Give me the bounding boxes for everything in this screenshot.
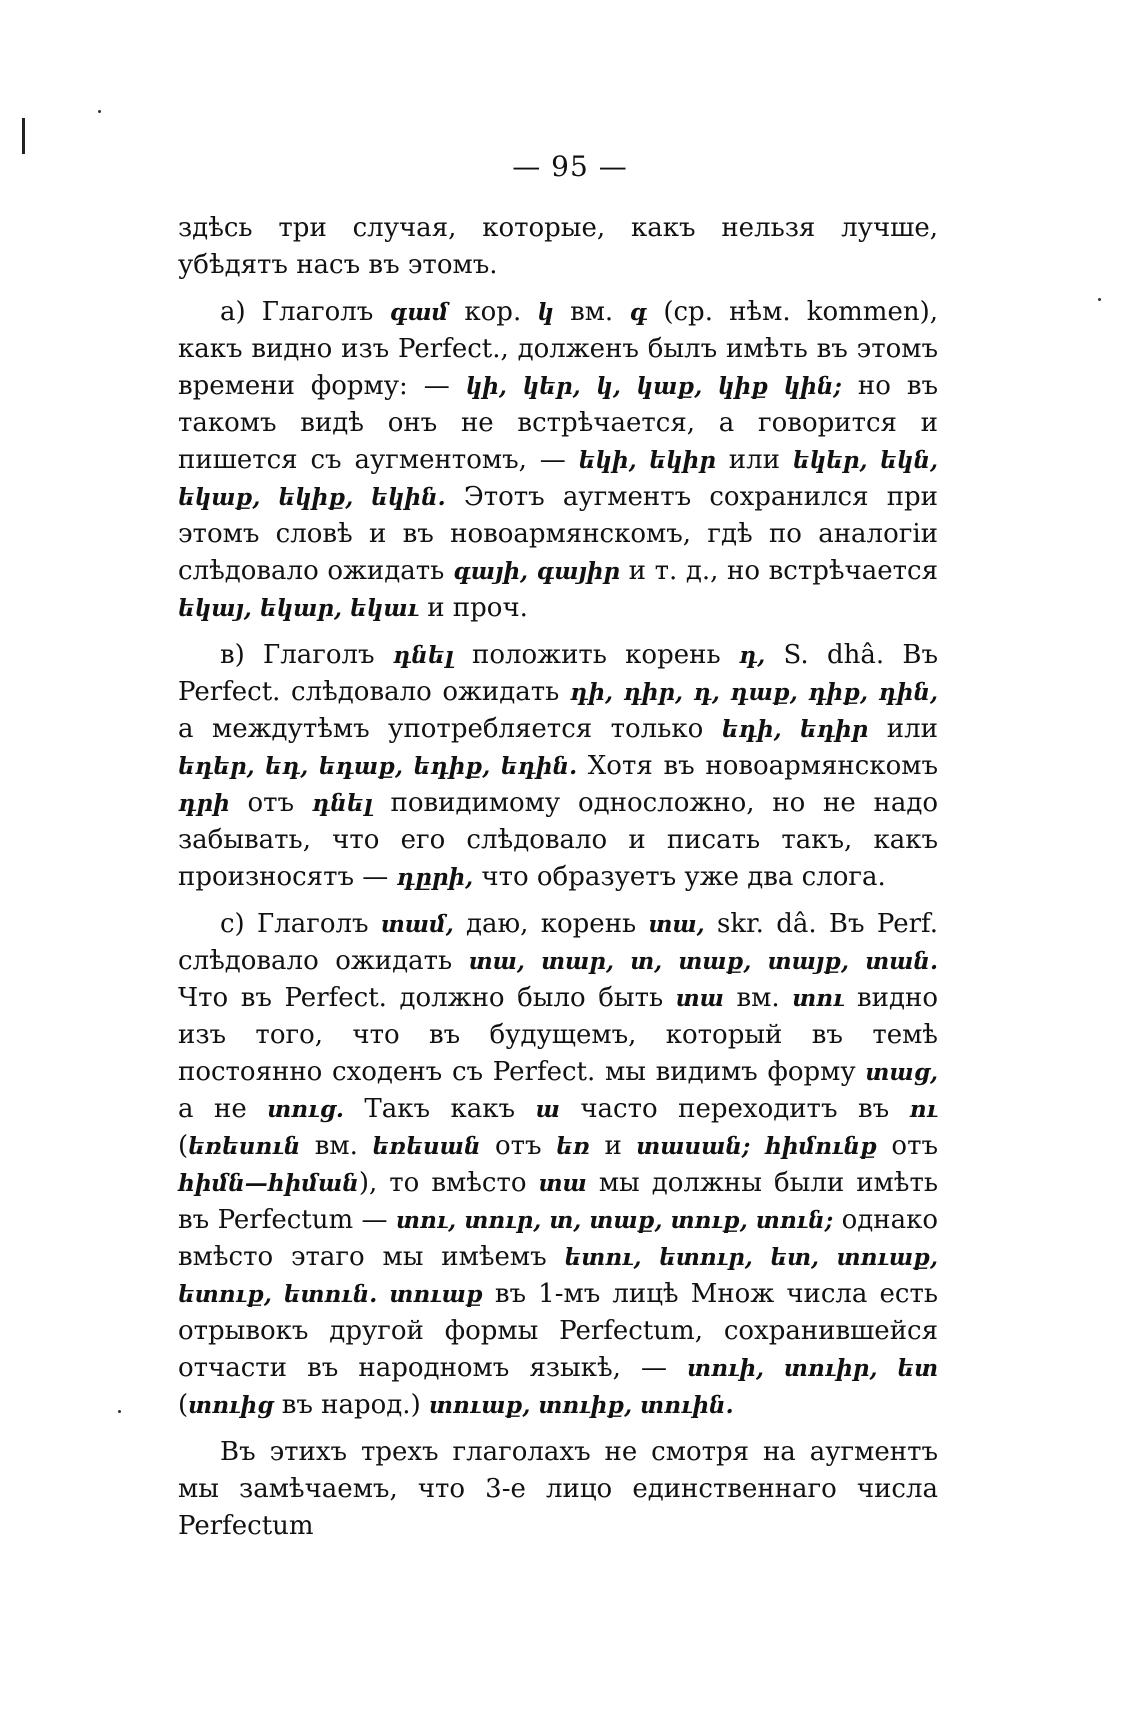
armenian-word: տուի, տուիր, ետ [687, 1355, 938, 1382]
text-run: отъ [229, 788, 312, 818]
text-run: въ народ.) [273, 1390, 429, 1420]
text-run: Такъ какъ [343, 1094, 536, 1124]
armenian-word: տաց, [865, 1059, 938, 1086]
armenian-word: դ, [738, 642, 766, 669]
text-run: а) Глаголъ [220, 297, 390, 327]
text-run: что образуетъ уже два слога. [473, 862, 886, 892]
armenian-word: տու [792, 985, 845, 1012]
page-number: — 95 — [512, 150, 628, 183]
armenian-word: տա, տար, տ, տաք, տայք, տան. [468, 948, 938, 975]
text-run: положить корень [453, 640, 739, 670]
armenian-word: հիմն—հիման [178, 1170, 359, 1197]
armenian-word: տա [538, 1170, 587, 1197]
armenian-word: ետու, ետուր, ետ, տուաք, ետուք, ետուն. [178, 1244, 938, 1308]
text-run: мы должны были имѣть въ Perfectum — [178, 1168, 938, 1235]
armenian-word: ա [535, 1096, 560, 1123]
text-run: Этотъ аугментъ сохранился при этомъ словѣ и въ новоармянскомъ, гдѣ по аналогіи слѣдовало ожидать [178, 482, 939, 586]
armenian-word: գայի, գայիր [452, 558, 621, 585]
text-run: отъ [480, 1131, 557, 1161]
text-run: Что въ Perfect. должно было быть [178, 983, 676, 1013]
text-run: skr. dâ. Въ Perf. слѣдовало ожидать [178, 909, 938, 976]
armenian-word: եկեր, եկն, եկաք, եկիք, եկին. [178, 447, 938, 511]
armenian-word: եկի, եկիր [578, 447, 716, 474]
text-run: или [715, 445, 793, 475]
armenian-word: եռ [556, 1133, 590, 1160]
armenian-word: գամ [389, 299, 449, 326]
text-run: повидимому односложно, но не надо забывать, что его слѣдовало и писать такъ, какъ произносятъ — [178, 788, 939, 892]
armenian-word: եդի, եդիր [721, 716, 869, 743]
armenian-word: տամ, [380, 911, 454, 938]
text-run: или [868, 714, 938, 744]
armenian-word: տասան; [636, 1133, 751, 1160]
text-run [750, 1131, 765, 1161]
text-run: Хотя въ новоармянскомъ [577, 751, 938, 781]
text-run: S. dhâ. Въ Perfect. слѣдовало ожидать [178, 640, 938, 707]
text-run: ), то вмѣсто [358, 1168, 539, 1198]
armenian-word: կի, կեր, կ, կաք, կիք կին; [465, 373, 842, 400]
text-run: но въ такомъ видѣ онъ не встрѣчается, а говорится и пишется съ аугментомъ, — [178, 371, 938, 475]
scan-speck [118, 1410, 121, 1413]
armenian-word: տուց. [267, 1096, 344, 1123]
armenian-word: հիմունք [764, 1133, 877, 1160]
armenian-word: տու, տուր, տ, տաք, տուք, տուն; [395, 1207, 834, 1234]
armenian-word: տա [675, 985, 724, 1012]
armenian-word: դնել [311, 790, 373, 817]
text-run: ( [178, 1131, 189, 1161]
paragraph-intro [178, 210, 938, 284]
paragraph-closing [178, 1434, 938, 1545]
text-run: Въ этихъ трехъ глаголахъ не смотря на аугментъ мы замѣчаемъ, что 3-е лицо единственнаго числа Perfectum [178, 1437, 938, 1541]
armenian-word: կ [537, 299, 554, 326]
armenian-word: տա, [648, 911, 705, 938]
paragraph-c [178, 906, 938, 1424]
armenian-word: եռեսուն [188, 1133, 301, 1160]
armenian-word: ու [909, 1096, 938, 1123]
text-run: отъ [876, 1131, 939, 1161]
text-run: однако вмѣсто этаго мы имѣемъ [178, 1205, 938, 1272]
armenian-word: եդեր, եդ, եդաք, եդիք, եդին. [178, 753, 578, 780]
paragraph-b [178, 637, 938, 896]
text-run: вм. [553, 297, 630, 327]
text-run: а междутѣмъ употребляется только [178, 714, 722, 744]
text-run: и проч. [418, 593, 528, 623]
scan-speck [98, 110, 101, 113]
text-run: вм. [723, 983, 793, 1013]
armenian-word: տուաք, տուիք, տուին. [428, 1392, 734, 1419]
scan-speck [1098, 298, 1101, 301]
text-run: здѣсь три случая, которые, какъ нельзя лучше, убѣдятъ насъ въ этомъ. [178, 213, 938, 280]
armenian-word: տուից [188, 1392, 274, 1419]
text-run: и [589, 1131, 637, 1161]
page-body [178, 210, 938, 1551]
armenian-word: դնել [392, 642, 454, 669]
text-run: в) Глаголъ [220, 640, 393, 670]
text-run: вм. [300, 1131, 373, 1161]
armenian-word: եկայ, եկար, եկաւ [178, 595, 419, 622]
text-run: въ 1-мъ лицѣ Множ числа есть отрывокъ другой формы Perfectum, сохранившейся отчасти въ народномъ языкѣ, — [178, 1279, 938, 1383]
text-run: а не [178, 1094, 268, 1124]
text-run: с) Глаголъ [220, 909, 381, 939]
text-run: часто переходитъ въ [559, 1094, 910, 1124]
text-run: ( [178, 1390, 189, 1420]
armenian-word: գ [629, 299, 648, 326]
armenian-word: տուաք [389, 1281, 483, 1308]
armenian-word: դի, դիր, դ, դաք, դիք, դին, [569, 679, 938, 706]
scan-edge-mark [22, 118, 25, 154]
text-run: видно изъ того, что въ будущемъ, который въ темѣ постоянно сходенъ съ Perfect. мы видимъ форму [178, 983, 938, 1087]
text-run: кор. [448, 297, 538, 327]
text-run: (ср. нѣм. kommen), какъ видно изъ Perfect., долженъ былъ имѣть въ этомъ времени форму: — [178, 297, 938, 401]
text-run: даю, корень [453, 909, 649, 939]
armenian-word: եռեսան [372, 1133, 481, 1160]
paragraph-a [178, 294, 938, 627]
text-run: и т. д., но встрѣчается [620, 556, 939, 586]
text-run [377, 1279, 389, 1309]
armenian-word: դրի [178, 790, 230, 817]
armenian-word: դըրի, [396, 864, 474, 891]
